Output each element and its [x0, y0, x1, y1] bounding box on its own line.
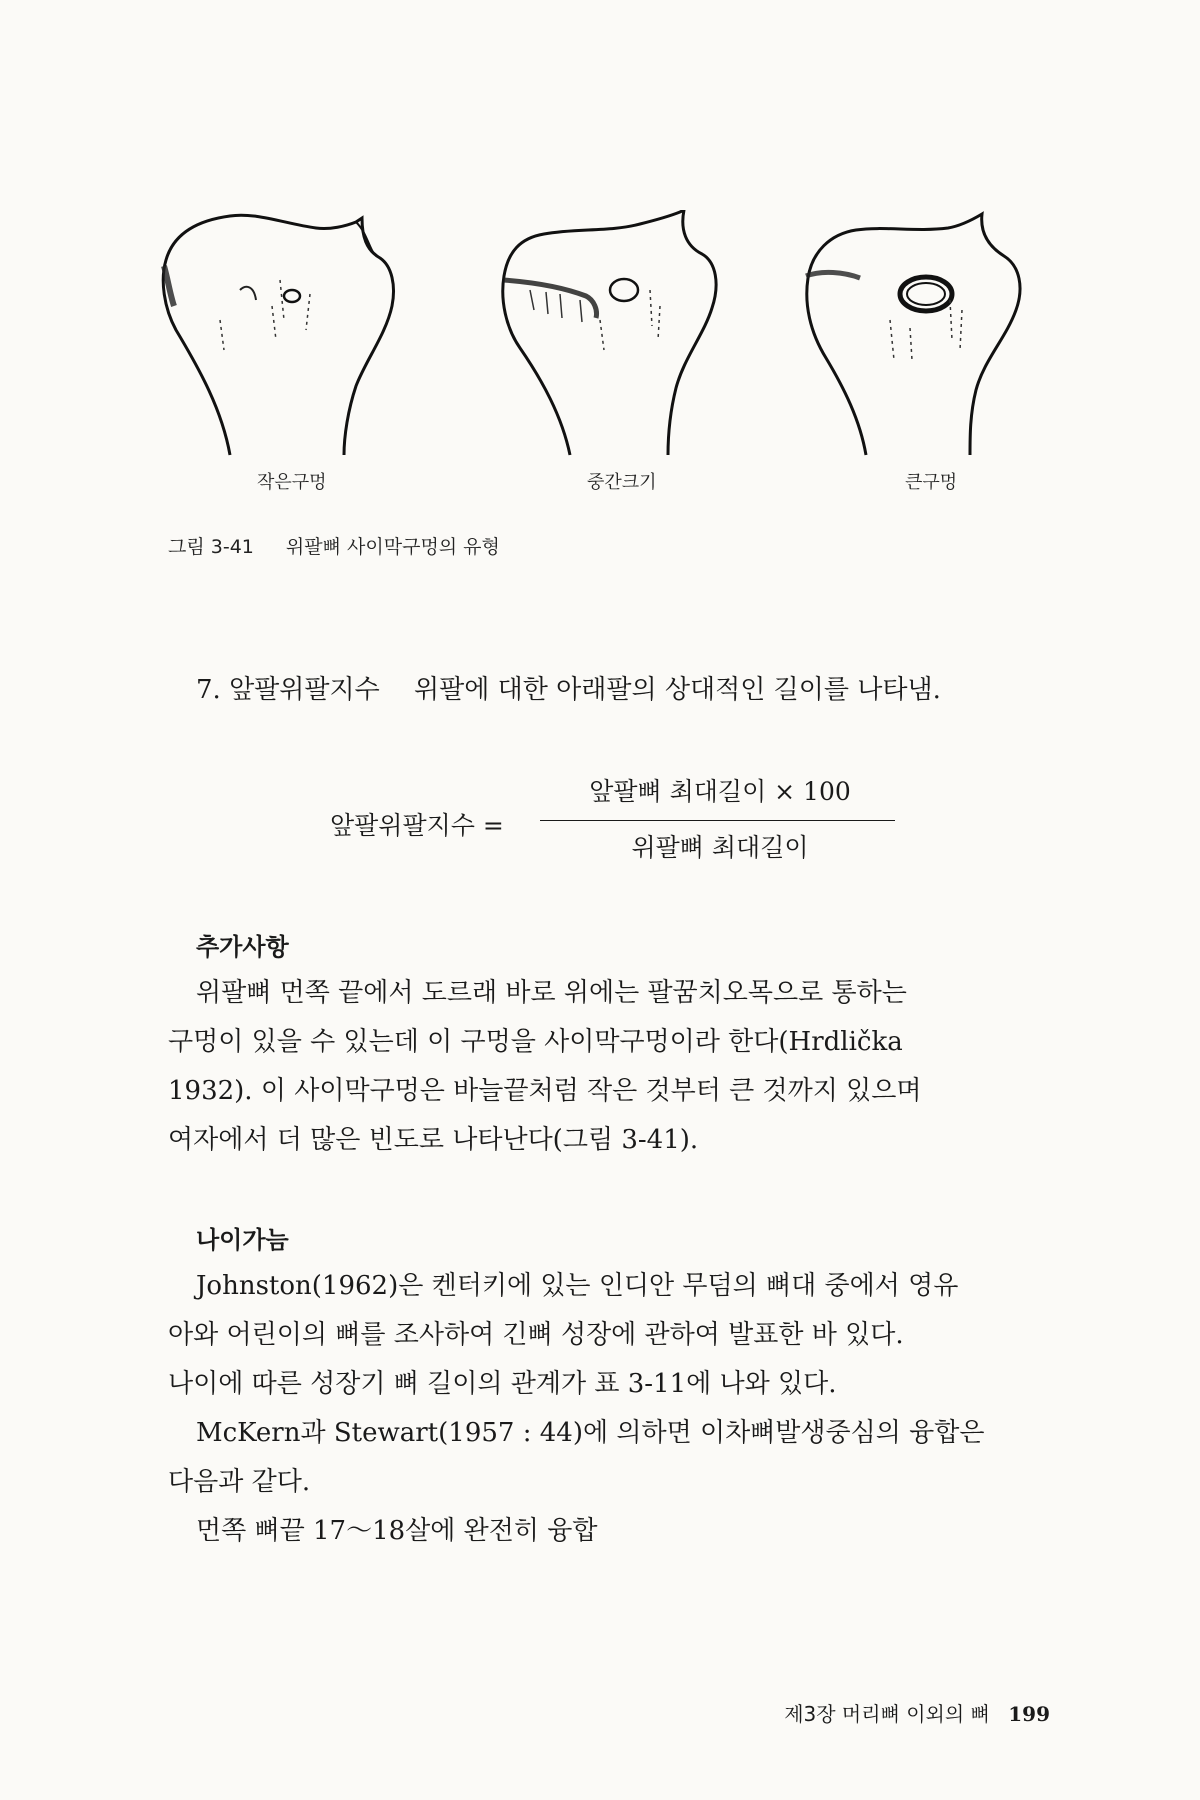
figure-caption-number: 그림 3-41	[168, 536, 254, 558]
paragraph-line: 1932). 이 사이막구멍은 바늘끝처럼 작은 것부터 큰 것까지 있으며	[168, 1076, 922, 1106]
figure-caption	[168, 532, 500, 559]
running-chapter-title: 제3장 머리뼈 이외의 뼈	[784, 1702, 990, 1726]
paragraph-line: 다음과 같다.	[168, 1467, 311, 1497]
humerus-small-aperture-illustration	[160, 210, 420, 460]
formula-denominator: 위팔뼈 최대길이	[631, 833, 809, 862]
paragraph-line: McKern과 Stewart(1957 : 44)에 의하면 이차뼈발생중심의 융합은	[196, 1418, 985, 1448]
humerus-large-aperture-illustration	[800, 210, 1060, 460]
paragraph-line: 구멍이 있을 수 있는데 이 구멍을 사이막구멍이라 한다(Hrdlička	[168, 1027, 903, 1057]
label-small-aperture: 작은구멍	[257, 472, 327, 493]
fraction-bar	[540, 820, 895, 821]
index-formula	[330, 772, 890, 872]
section-7-description: 위팔에 대한 아래팔의 상대적인 길이를 나타냄.	[414, 675, 941, 705]
section-7-definition	[196, 672, 1048, 708]
label-medium-aperture: 중간크기	[587, 472, 657, 493]
figure-caption-text: 위팔뼈 사이막구멍의 유형	[285, 536, 500, 558]
paragraph-line: 여자에서 더 많은 빈도로 나타난다(그림 3-41).	[168, 1125, 699, 1155]
section-7-term: 7. 앞팔위팔지수	[196, 675, 380, 705]
heading-age-estimation: 나이가늠	[196, 1226, 289, 1254]
paragraph-line: 위팔뼈 먼쪽 끝에서 도르래 바로 위에는 팔꿈치오목으로 통하는	[196, 978, 907, 1008]
figure-3-41	[160, 210, 1060, 510]
paragraph-line: 먼쪽 뼈끝 17～18살에 완전히 융합	[196, 1516, 598, 1546]
page-footer	[700, 1698, 1050, 1727]
humerus-medium-aperture-illustration	[490, 210, 750, 460]
label-large-aperture: 큰구멍	[905, 472, 958, 493]
paragraph-line: 아와 어린이의 뼈를 조사하여 긴뼈 성장에 관하여 발표한 바 있다.	[168, 1320, 904, 1350]
paragraph-line: Johnston(1962)은 켄터키에 있는 인디안 무덤의 뼈대 중에서 영유	[196, 1271, 959, 1301]
heading-additional: 추가사항	[196, 933, 289, 961]
page-number: 199	[1008, 1702, 1050, 1726]
paragraph-line: 나이에 따른 성장기 뼈 길이의 관계가 표 3-11에 나와 있다.	[168, 1369, 837, 1399]
formula-lhs: 앞팔위팔지수 =	[330, 811, 504, 840]
formula-numerator: 앞팔뼈 최대길이 × 100	[589, 777, 851, 806]
